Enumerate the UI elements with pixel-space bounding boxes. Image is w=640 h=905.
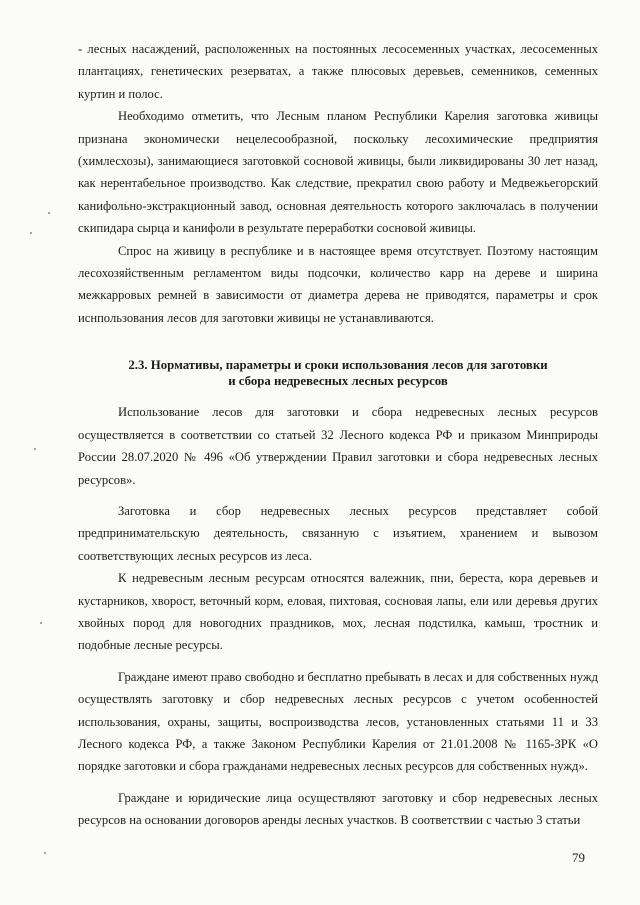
paragraph-continuation: - лесных насаждений, расположенных на постоянных лесосеменных участках, лесосеменных плантациях, генетических резерватах, а также плюсовых деревьев, семенников, семенных куртин и полос.	[78, 42, 598, 101]
scan-speck	[44, 852, 46, 854]
section-heading-line-2: и сбора недревесных лесных ресурсов	[228, 374, 448, 389]
section-heading	[78, 357, 598, 389]
paragraph-citizens-rights: Граждане имеют право свободно и бесплатно пребывать в лесах и для собственных нужд осуществлять заготовку и сбор недревесных лесных ресурсов с учетом особенностей использования, охраны, защиты, воспроизводства лесов, установленных статьями 11 и 33 Лесного кодекса РФ, а также Законом Республики Карелия от 21.01.2008 № 1165-ЗРК «О порядке заготовки и сбора гражданами недревесных лесных ресурсов для собственных нужд».	[78, 669, 598, 774]
scan-speck	[48, 212, 50, 214]
document-page	[78, 38, 598, 832]
paragraph-leases: Граждане и юридические лица осуществляют заготовку и сбор недревесных лесных ресурсов на основании договоров аренды лесных участков. В соответствии с частью 3 статьи	[78, 790, 598, 828]
page-number: 79	[572, 850, 585, 865]
scan-speck	[40, 622, 42, 624]
scan-speck	[34, 448, 36, 450]
paragraph-resin-demand: Спрос на живицу в республике и в настоящее время отсутствует. Поэтому настоящим лесохозяйственным регламентом виды подсочки, количество карр на дереве и ширина межкарровых ремней в зависимости от диаметра дерева не приводятся, параметры и срок иснпользования лесов для заготовки живицы не устанавливаются.	[78, 243, 598, 325]
paragraph-resin-plan: Необходимо отметить, что Лесным планом Республики Карелия заготовка живицы признана экономически нецелесообразной, поскольку лесохимические предприятия (химлесхозы), занимающиеся заготовкой сосновой живицы, были ликвидированы 30 лет назад, как нерентабельное производство. Как следствие, прекратил свою работу и Медвежьегорский канифольно-экстракционный завод, основная деятельность которого заключалась в получении скипидара сырца и канифоли в результате переработки сосновой живицы.	[78, 109, 598, 236]
scan-speck	[30, 232, 32, 234]
paragraph-resource-list: К недревесным лесным ресурсам относятся валежник, пни, береста, кора деревьев и кустарников, хворост, веточный корм, еловая, пихтовая, сосновая лапы, ели или деревья других хвойных пород для новогодних праздников, мох, лесная подстилка, камыш, тростник и подобные лесные ресурсы.	[78, 571, 598, 653]
paragraph-usage: Использование лесов для заготовки и сбора недревесных лесных ресурсов осуществляется в соответствии со статьей 32 Лесного кодекса РФ и приказом Минприроды России 28.07.2020 № 496 «Об утверждении Правил заготовки и сбора недревесных лесных ресурсов».	[78, 405, 598, 487]
section-heading-line-1: 2.3. Нормативы, параметры и сроки использования лесов для заготовки	[128, 358, 548, 373]
paragraph-harvesting: Заготовка и сбор недревесных лесных ресурсов представляет собой предпринимательскую деятельность, связанную с изъятием, хранением и вывозом соответствующих лесных ресурсов из леса.	[78, 503, 598, 563]
